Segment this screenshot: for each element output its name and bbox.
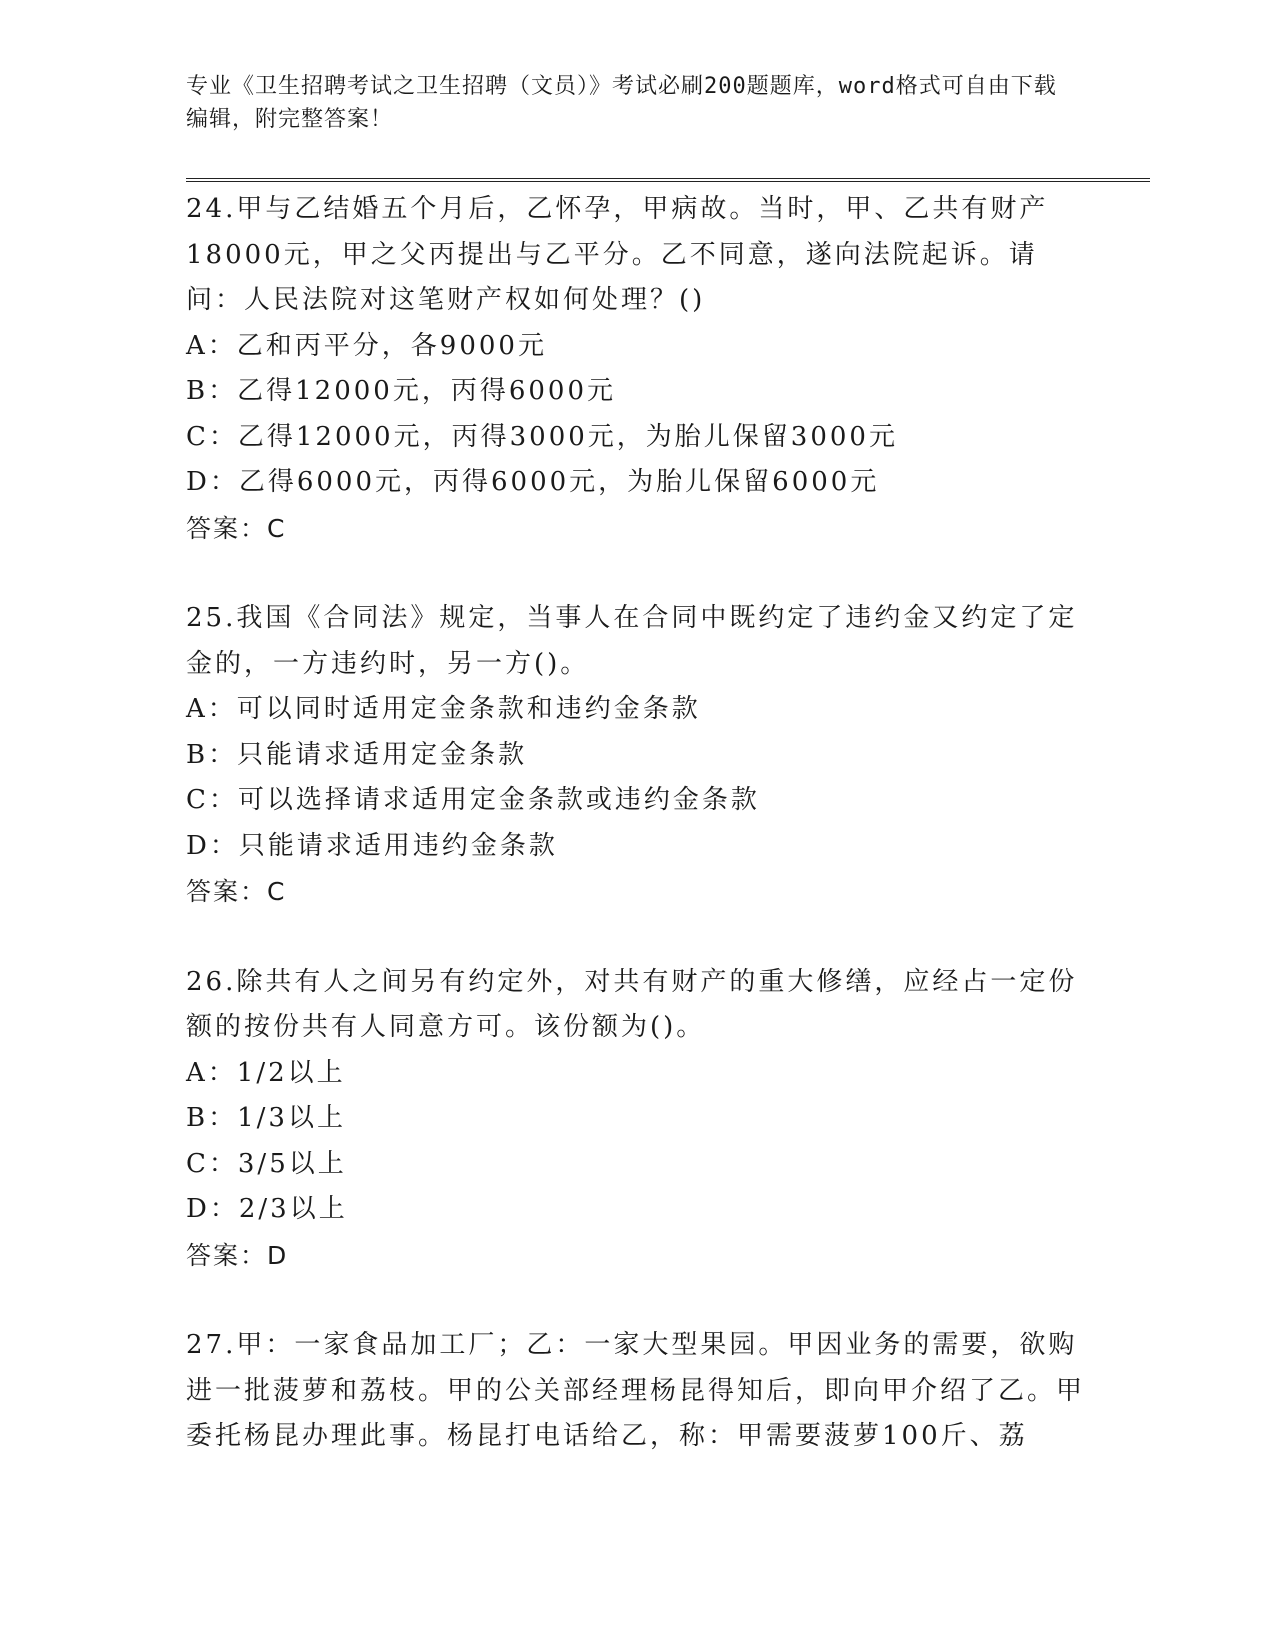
question-25 [186,596,1086,915]
option-b: B：1/3以上 [186,1103,346,1133]
document-header: 专业《卫生招聘考试之卫生招聘（文员）》考试必刷200题题库，word格式可自由下载编辑，附完整答案！ [186,74,1057,132]
option-a: A：1/2以上 [186,1057,346,1088]
option-d: D：乙得6000元，丙得6000元，为胎儿保留6000元 [186,467,880,497]
answer-line: 答案：C [186,513,287,543]
question-26 [186,960,1086,1279]
question-27 [186,1323,1086,1460]
question-text: 26.除共有人之间另有约定外，对共有财产的重大修缮，应经占一定份额的按份共有人同意方可。该份额为()。 [186,966,1078,1042]
option-a: A：可以同时适用定金条款和违约金条款 [186,694,701,724]
option-c: C：乙得12000元，丙得3000元，为胎儿保留3000元 [186,421,898,452]
answer-line: 答案：D [186,1240,289,1270]
answer-line: 答案：C [186,877,287,906]
option-b: B：乙得12000元，丙得6000元 [186,376,616,406]
question-text: 25.我国《合同法》规定，当事人在合同中既约定了违约金又约定了定金的，一方违约时，另一方()。 [186,603,1078,679]
option-a: A：乙和丙平分，各9000元 [186,330,547,361]
question-text: 24.甲与乙结婚五个月后，乙怀孕，甲病故。当时，甲、乙共有财产18000元，甲之父丙提出与乙平分。乙不同意，遂向法院起诉。请问：人民法院对这笔财产权如何处理？() [186,194,1049,315]
question-list [186,187,1086,1505]
question-24 [186,187,1086,551]
option-c: C：3/5以上 [186,1148,347,1179]
option-d: D：只能请求适用违约金条款 [186,830,558,861]
option-b: B：只能请求适用定金条款 [186,739,528,770]
header-divider [186,178,1150,182]
question-text: 27.甲：一家食品加工厂；乙：一家大型果园。甲因业务的需要，欲购进一批菠萝和荔枝。甲的公关部经理杨昆得知后，即向甲介绍了乙。甲委托杨昆办理此事。杨昆打电话给乙，称：甲需要菠萝100斤、荔 [186,1330,1086,1451]
option-c: C：可以选择请求适用定金条款或违约金条款 [186,785,760,815]
option-d: D：2/3以上 [186,1194,348,1224]
